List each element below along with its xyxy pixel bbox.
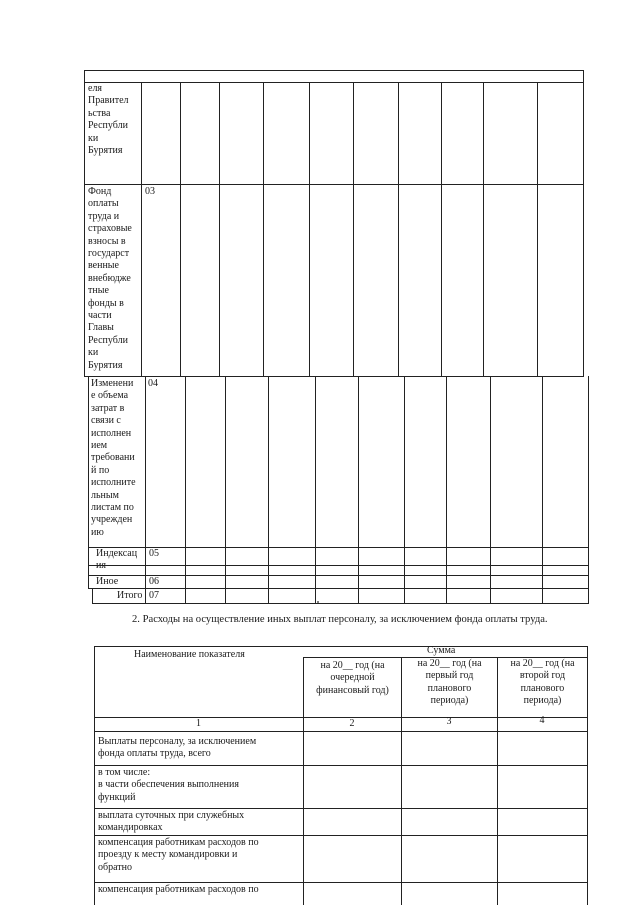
table-rule — [263, 82, 264, 376]
table-rule — [92, 603, 589, 604]
table-rule — [309, 82, 310, 376]
indicator-row-label: Выплаты персоналу, за исключением фонда оплаты труда, всего — [98, 736, 257, 760]
indicator-row-label: выплата суточных при служебных командировках — [98, 810, 245, 834]
row-label: Фонд оплаты труда и страховые взносы в государст венные внебюдже тные фонды в части Главы Республи ки Бурятия — [88, 186, 132, 371]
table-rule — [542, 376, 543, 603]
table-rule — [441, 82, 442, 376]
header-second-plan-year: на 20__ год (на второй год планового периода) — [510, 658, 575, 707]
table-rule — [88, 575, 589, 576]
table-rule — [88, 565, 589, 566]
column-number: 1 — [196, 718, 201, 729]
row-label: еля Правител ьства Республи ки Бурятия — [88, 83, 129, 157]
header-indicator-name: Наименование показателя — [134, 649, 245, 660]
table-rule — [84, 184, 584, 185]
row-code: 06 — [149, 576, 159, 587]
table-rule — [353, 82, 354, 376]
row-code: 07 — [149, 590, 159, 601]
table-rule — [225, 376, 226, 603]
indicator-row-label: компенсация работникам расходов по проезду к месту командировки и обратно — [98, 837, 259, 873]
column-number: 4 — [539, 715, 545, 726]
row-code: 03 — [145, 186, 155, 197]
table-rule — [84, 376, 584, 377]
table-rule — [537, 82, 538, 376]
table-rule — [88, 376, 89, 588]
table-rule — [404, 376, 405, 603]
table-rule — [398, 82, 399, 376]
table-rule — [268, 376, 269, 603]
table-rule — [141, 82, 142, 376]
table-rule — [490, 376, 491, 603]
table-rule — [587, 646, 588, 905]
table-rule — [94, 882, 587, 883]
table-rule — [84, 70, 85, 376]
table-rule — [588, 376, 589, 603]
table-rule — [94, 646, 587, 647]
row-code: 04 — [148, 378, 158, 389]
table-rule — [84, 70, 584, 71]
table-rule — [88, 588, 589, 589]
table-rule — [358, 376, 359, 603]
table-rule — [94, 731, 587, 732]
indicator-row-label: компенсация работникам расходов по — [98, 884, 259, 895]
table-rule — [315, 376, 316, 603]
column-number: 3 — [446, 716, 452, 727]
row-label: Индексац ия — [96, 548, 138, 572]
table-rule — [84, 82, 584, 83]
table-rule — [94, 646, 95, 905]
table-rule — [92, 588, 93, 603]
column-number: 2 — [349, 718, 355, 729]
table-rule — [94, 835, 587, 836]
row-code: 05 — [149, 548, 159, 559]
table-rule — [446, 376, 447, 603]
section-caption: 2. Расходы на осуществление иных выплат персоналу, за исключением фонда оплаты труда. — [132, 614, 548, 625]
table-rule — [94, 808, 587, 809]
row-label: Иное — [96, 576, 119, 587]
scan-speck — [317, 601, 319, 603]
table-rule — [180, 82, 181, 376]
table-rule — [145, 376, 146, 603]
header-current-year: на 20__ год (на очередной финансовый год) — [316, 660, 389, 696]
table-rule — [583, 70, 584, 376]
table-rule — [88, 547, 589, 548]
row-label: Изменени е объема затрат в связи с исполнен ием требовани й по исполните льным листам по учрежден ию — [91, 378, 136, 538]
table-rule — [483, 82, 484, 376]
row-label: Итого — [117, 590, 143, 601]
indicator-row-label: в том числе: в части обеспечения выполнения функций — [98, 767, 239, 803]
table-rule — [219, 82, 220, 376]
table-rule — [94, 765, 587, 766]
table-rule — [185, 376, 186, 603]
header-first-plan-year: на 20__ год (на первый год планового периода) — [417, 658, 482, 707]
header-sum: Сумма — [427, 645, 456, 656]
